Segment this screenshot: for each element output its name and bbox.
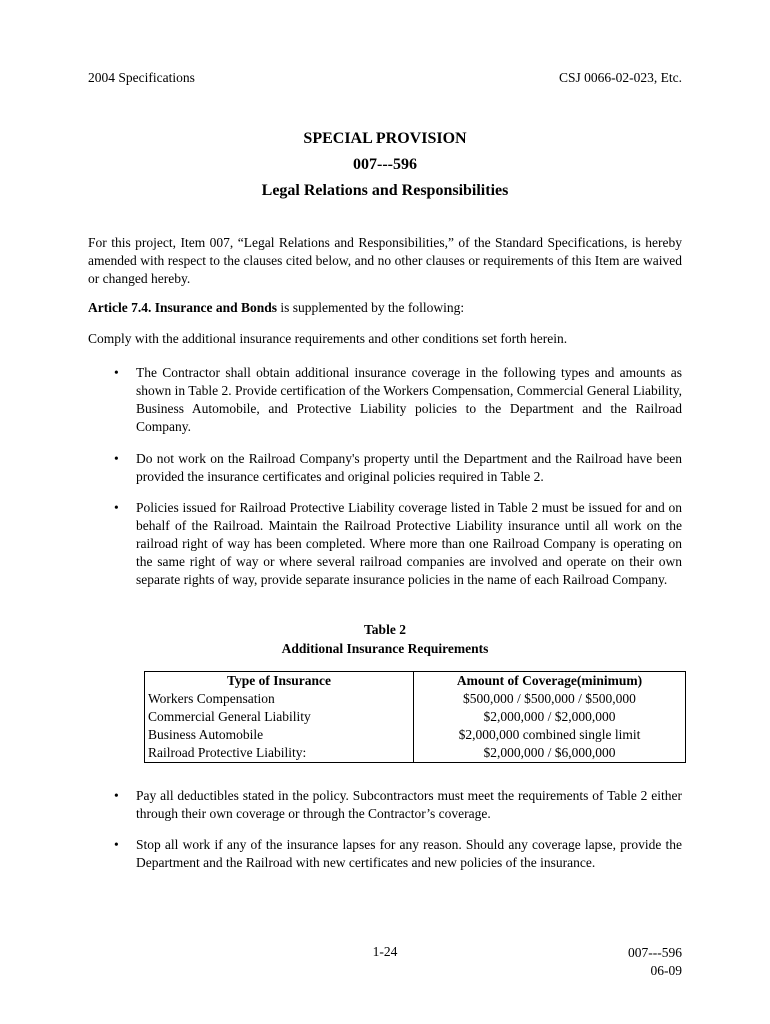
bullet-icon: • xyxy=(114,365,119,380)
list-item-text: Pay all deductibles stated in the policy. Subcontractors must meet the requirements of Table 2 either through their own coverage or through the Contractor’s coverage. xyxy=(136,788,682,821)
header-amount-of-coverage: Amount of Coverage(minimum) xyxy=(456,673,643,688)
list-item-text: Do not work on the Railroad Company's property until the Department and the Railroad have been provided the insurance certificates and original policies required in Table 2. xyxy=(136,451,682,484)
header-type-of-insurance: Type of Insurance xyxy=(145,672,414,691)
insurance-type-cell: Business Automobile xyxy=(145,726,414,744)
title-special-provision: SPECIAL PROVISION xyxy=(303,130,467,147)
comply-paragraph: Comply with the additional insurance requirements and other conditions set forth herein. xyxy=(88,331,568,346)
list-item-text: Policies issued for Railroad Protective Liability coverage listed in Table 2 must be issued for and on behalf of the Railroad. Maintain the Railroad Protective Liability insurance until all work on the railroad right of way has been completed. Where more than one Railroad Company is operating on the same right of way or where several railroad companies are involved and operate on their own separate rights of way, provide separate insurance policies in the name of each Railroad Company. xyxy=(136,500,682,587)
header-spec-year: 2004 Specifications xyxy=(88,70,195,85)
table-caption xyxy=(88,620,682,658)
table-row xyxy=(145,744,686,763)
insurance-requirements-table xyxy=(144,671,686,763)
table-row xyxy=(145,708,686,726)
bullet-icon: • xyxy=(114,788,119,803)
table-number: Table 2 xyxy=(364,622,406,637)
list-item-text: The Contractor shall obtain additional insurance coverage in the following types and amounts as shown in Table 2. Provide certification of the Workers Compensation, Commercial General Liability, Business Automobile, and Protective Liability policies to the Department and the Railroad Company. xyxy=(136,365,682,434)
bullet-icon: • xyxy=(114,837,119,852)
table-row xyxy=(145,690,686,708)
footer-provision-code xyxy=(628,944,682,980)
insurance-type-cell: Commercial General Liability xyxy=(145,708,414,726)
insurance-type-cell: Railroad Protective Liability: xyxy=(145,744,414,763)
coverage-amount-cell: $2,000,000 / $2,000,000 xyxy=(483,709,616,724)
footer-date: 06-09 xyxy=(650,963,682,978)
coverage-amount-cell: $2,000,000 / $6,000,000 xyxy=(483,745,616,760)
insurance-type-cell: Workers Compensation xyxy=(145,690,414,708)
table-title: Additional Insurance Requirements xyxy=(281,641,489,656)
title-block xyxy=(88,126,682,204)
bullet-icon: • xyxy=(114,500,119,515)
table-header-row xyxy=(145,672,686,691)
header-csj-number: CSJ 0066-02-023, Etc. xyxy=(559,70,682,85)
list-item-text: Stop all work if any of the insurance lapses for any reason. Should any coverage lapse, provide the Department and the Railroad with new certificates and new policies of the insurance. xyxy=(136,837,682,870)
article-paragraph xyxy=(88,299,682,317)
bullet-icon: • xyxy=(114,451,119,466)
article-text: is supplemented by the following: xyxy=(277,300,465,315)
coverage-amount-cell: $500,000 / $500,000 / $500,000 xyxy=(463,691,636,706)
coverage-amount-cell: $2,000,000 combined single limit xyxy=(458,727,641,742)
footer-code: 007---596 xyxy=(628,945,682,960)
table-row xyxy=(145,726,686,744)
intro-paragraph: For this project, Item 007, “Legal Relations and Responsibilities,” of the Standard Specifications, is hereby amended with respect to the clauses cited below, and no other clauses or requirements of this Item are waived or changed hereby. xyxy=(88,235,682,286)
title-provision-number: 007---596 xyxy=(353,156,417,173)
title-subject: Legal Relations and Responsibilities xyxy=(261,182,509,199)
article-heading: Article 7.4. Insurance and Bonds xyxy=(88,300,278,315)
footer-page-number: 1-24 xyxy=(372,944,398,959)
